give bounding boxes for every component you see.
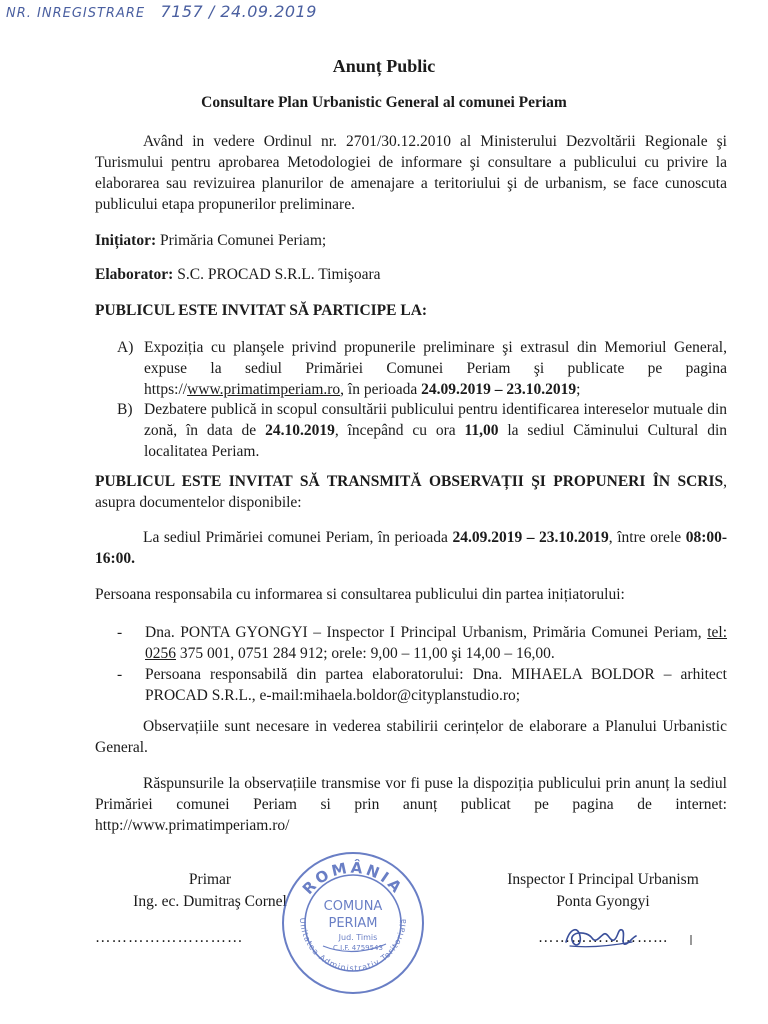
transmit-hours: 08:00- 16:00. bbox=[95, 529, 728, 567]
contact-1-body bbox=[145, 622, 727, 664]
seal-ring-text: Unitatea Administrativ Teritorială bbox=[297, 917, 409, 974]
seal-line-1: COMUNA bbox=[323, 899, 383, 914]
invite-heading: PUBLICUL ESTE INVITAT SĂ PARTICIPE LA: bbox=[95, 302, 428, 319]
initiator-label: Inițiator: bbox=[95, 232, 157, 249]
official-seal bbox=[278, 848, 428, 998]
item-a-text-3: ; bbox=[576, 381, 581, 398]
elaborator-value: S.C. PROCAD S.R.L. Timişoara bbox=[177, 266, 381, 283]
registration-label: NR. INREGISTRARE bbox=[6, 6, 146, 21]
inspector-signature-line: …………………... bbox=[538, 929, 669, 946]
mayor-signature-line: ……………………… bbox=[95, 929, 244, 946]
list-item-b-body bbox=[144, 399, 727, 462]
item-b-text-3: la sediul Căminului Cultural din localitatea Periam. bbox=[144, 422, 728, 460]
answers-paragraph: Răspunsurile la observațiile transmise vor fi puse la dispoziția publicului prin anunț la sediul Primăriei comunei Periam si prin anunț publicat pe pagina de internet: http://www.primatimperiam.ro/ bbox=[95, 775, 727, 834]
contact-item-1 bbox=[117, 622, 727, 664]
contact-2-body: Persoana responsabilă din partea elaboratorului: Dna. MIHAELA BOLDOR – arhitect PROCAD S.R.L., e-mail:mihaela.boldor@cityplanstudio.ro; bbox=[145, 666, 727, 704]
observations-paragraph: Observațiile sunt necesare in vederea stabilirii cerințelor de elaborare a Planului Urbanistic General. bbox=[95, 718, 727, 756]
inspector-role: Inspector I Principal Urbanism bbox=[507, 871, 699, 888]
contact-item-2 bbox=[117, 664, 727, 706]
list-item-a-body bbox=[144, 337, 727, 400]
transmit-heading-rest: , asupra documentelor disponibile: bbox=[95, 473, 727, 511]
intro-paragraph: Având in vedere Ordinul nr. 2701/30.12.2010 al Ministerului Dezvoltării Regionale şi Turismului pentru aprobarea Metodologiei de informare şi consultare a publicului cu privire la elaborarea sau revizuirea planurilor de amenajare a teritoriului şi de urbanism, se face cunoscuta publicului etapa propunerilor preliminare. bbox=[95, 133, 727, 213]
dash-marker-2: - bbox=[117, 666, 123, 683]
responsible-intro: Persoana responsabila cu informarea si consultarea publicului din partea inițiatorului: bbox=[95, 586, 625, 603]
seal-country: ROMÂNIA bbox=[298, 858, 408, 899]
initiator-value: Primăria Comunei Periam; bbox=[160, 232, 327, 249]
inspector-handwritten-signature bbox=[560, 918, 640, 954]
elaborator-label: Elaborator: bbox=[95, 266, 174, 283]
primatimperiam-link[interactable]: www.primatimperiam.ro bbox=[187, 381, 341, 398]
registration-value: 7157 / 24.09.2019 bbox=[160, 2, 317, 21]
inspector-name: Ponta Gyongyi bbox=[556, 893, 650, 910]
seal-line-4: C.I.F. 4759543 bbox=[333, 944, 383, 952]
transmit-heading bbox=[95, 471, 727, 513]
item-a-period: 24.09.2019 – 23.10.2019 bbox=[421, 381, 577, 398]
initiator-line bbox=[95, 230, 727, 251]
item-b-date: 24.10.2019 bbox=[265, 422, 335, 439]
contact-1-text-1: Dna. PONTA GYONGYI – Inspector I Principal Urbanism, Primăria Comunei Periam, bbox=[145, 624, 702, 641]
item-b-hour: 11,00 bbox=[464, 422, 499, 439]
scan-artifact bbox=[690, 935, 692, 945]
item-a-text-2: , în perioada bbox=[340, 381, 418, 398]
list-item-a bbox=[117, 337, 727, 400]
mayor-role: Primar bbox=[188, 871, 232, 888]
transmit-heading-bold: PUBLICUL ESTE INVITAT SĂ TRANSMITĂ OBSERVAȚII ŞI PROPUNERI ÎN SCRIS bbox=[95, 473, 724, 490]
transmit-text-1: La sediul Primăriei comunei Periam, în perioada bbox=[143, 529, 448, 546]
elaborator-line bbox=[95, 264, 727, 285]
item-a-text-1: Expoziția cu planşele privind propunerile preliminare şi extrasul din Memoriul General, expuse la sediul Primăriei Comunei Periam şi publicate pe pagina https:// bbox=[144, 339, 727, 398]
contact-1-text-2: 375 001, 0751 284 912; orele: 9,00 – 11,00 şi 14,00 – 16,00. bbox=[179, 645, 555, 662]
page-title: Anunț Public bbox=[332, 56, 436, 76]
mayor-name: Ing. ec. Dumitraş Cornel bbox=[133, 893, 287, 910]
item-b-text-1: Dezbatere publică in scopul consultării publicului pentru identificarea intereselor mutuale din zonă, în data de bbox=[144, 401, 727, 439]
tel-link[interactable]: tel: 0256 bbox=[145, 624, 728, 662]
seal-line-3: Jud. Timis bbox=[338, 933, 378, 942]
transmit-body bbox=[95, 527, 727, 569]
list-marker-b: B) bbox=[117, 401, 133, 418]
list-marker-a: A) bbox=[117, 339, 134, 356]
list-item-b bbox=[117, 399, 727, 462]
seal-line-2: PERIAM bbox=[328, 916, 378, 931]
page-subtitle: Consultare Plan Urbanistic General al comunei Periam bbox=[201, 94, 567, 111]
registration-number bbox=[6, 2, 317, 21]
transmit-text-2: , între orele bbox=[608, 529, 682, 546]
item-b-text-2: , începând cu ora bbox=[334, 422, 456, 439]
dash-marker-1: - bbox=[117, 624, 123, 641]
transmit-period: 24.09.2019 – 23.10.2019 bbox=[452, 529, 609, 546]
